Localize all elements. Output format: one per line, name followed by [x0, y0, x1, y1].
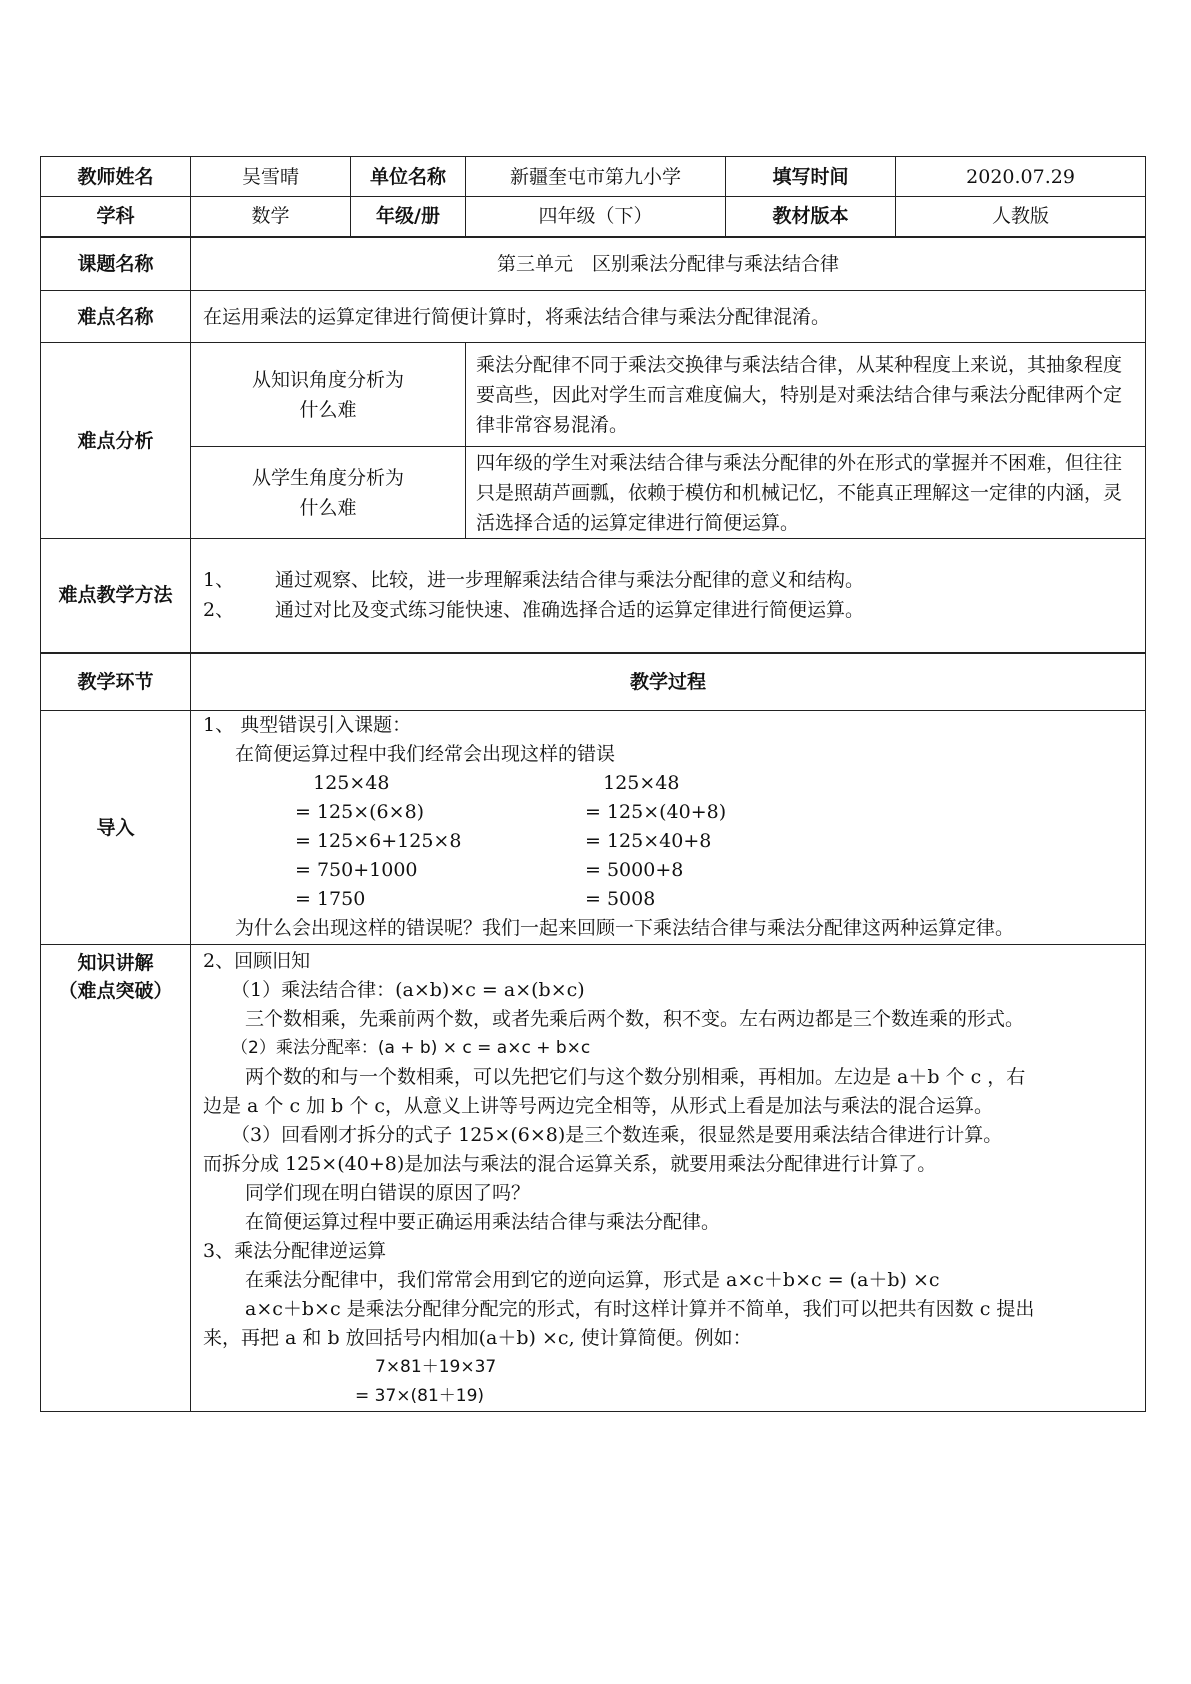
- student-angle-text: [466, 447, 1146, 539]
- method-row: [41, 539, 1146, 653]
- unit-label: 单位名称: [351, 157, 466, 197]
- intro-sub: 在简便运算过程中我们经常会出现这样的错误: [235, 743, 616, 765]
- knowledge-line: 三个数相乘，先乘前两个数，或者先乘后两个数，积不变。左右两边都是三个数连乘的形式。: [245, 1008, 1025, 1030]
- knowledge-line: 来，再把 a 和 b 放回括号内相加(a＋b) ×c, 使计算简便。例如：: [203, 1327, 752, 1349]
- calc-line: = 5000+8: [585, 859, 684, 881]
- student-text-line: 活选择合适的运算定律进行简便运算。: [476, 511, 800, 534]
- process-header-right: 教学过程: [191, 653, 1146, 711]
- knowledge-line: 3、乘法分配律逆运算: [203, 1240, 387, 1262]
- calc-line: = 125×(40+8): [585, 801, 727, 823]
- student-text-line: 四年级的学生对乘法结合律与乘法分配律的外在形式的掌握并不困难，但往往: [476, 451, 1123, 474]
- calc-line: = 125×40+8: [585, 830, 712, 852]
- header-row-2: [41, 197, 1146, 237]
- calc-line: = 125×(6×8): [295, 801, 425, 823]
- calc-line: = 750+1000: [295, 859, 418, 881]
- method-item-text: 通过观察、比较，进一步理解乘法结合律与乘法分配律的意义和结构。: [275, 569, 865, 592]
- grade-label: 年级/册: [351, 197, 466, 237]
- knowledge-line: 而拆分成 125×(40+8)是加法与乘法的混合运算关系，就要用乘法分配律进行计算了。: [203, 1153, 937, 1175]
- wrong-calc-left: [295, 769, 585, 914]
- knowledge-content: [191, 945, 1146, 1412]
- student-angle-label-line: 从学生角度分析为: [252, 466, 405, 489]
- intro-row: [41, 711, 1146, 945]
- date-label: 填写时间: [726, 157, 896, 197]
- edition-label: 教材版本: [726, 197, 896, 237]
- date-value: 2020.07.29: [896, 157, 1146, 197]
- student-angle-label-line: 什么难: [299, 496, 357, 519]
- method-item: [203, 595, 1135, 625]
- method-label: 难点教学方法: [41, 539, 191, 653]
- knowledge-line: 2、回顾旧知: [203, 950, 311, 972]
- knowledge-row: [41, 945, 1146, 1412]
- knowledge-angle-label-line: 从知识角度分析为: [252, 368, 405, 391]
- knowledge-line: 在简便运算过程中要正确运用乘法结合律与乘法分配律。: [245, 1211, 721, 1233]
- teacher-label: 教师姓名: [41, 157, 191, 197]
- edition-value: 人教版: [896, 197, 1146, 237]
- knowledge-label-line: 知识讲解: [77, 952, 154, 974]
- knowledge-text-line: 乘法分配律不同于乘法交换律与乘法结合律，从某种程度上来说，其抽象程度: [476, 353, 1123, 376]
- calc-line: = 125×6+125×8: [295, 830, 462, 852]
- knowledge-line: a×c＋b×c 是乘法分配律分配完的形式，有时这样计算并不简单，我们可以把共有因数 c 提出: [245, 1298, 1035, 1320]
- header-row-1: [41, 157, 1146, 197]
- analysis-row-knowledge: [41, 343, 1146, 447]
- intro-content: [191, 711, 1146, 945]
- calc-line: = 5008: [585, 888, 656, 910]
- knowledge-text-line: 要高些，因此对学生而言难度偏大，特别是对乘法结合律与乘法分配律两个定: [476, 383, 1123, 406]
- difficulty-row: [41, 291, 1146, 343]
- calc-line: = 1750: [295, 888, 366, 910]
- difficulty-label: 难点名称: [41, 291, 191, 343]
- analysis-row-student: [41, 447, 1146, 539]
- analysis-label: 难点分析: [41, 343, 191, 539]
- knowledge-label-line: （难点突破）: [58, 980, 173, 1002]
- knowledge-line: （3）回看刚才拆分的式子 125×(6×8)是三个数连乘，很显然是要用乘法结合律进行计算。: [231, 1124, 1003, 1146]
- knowledge-line: （1）乘法结合律：(a×b)×c = a×(b×c): [231, 979, 585, 1001]
- grade-value: 四年级（下）: [466, 197, 726, 237]
- subject-value: 数学: [191, 197, 351, 237]
- knowledge-line: 在乘法分配律中，我们常常会用到它的逆向运算，形式是 a×c＋b×c = (a＋b) ×c: [245, 1269, 940, 1291]
- difficulty-value: 在运用乘法的运算定律进行简便计算时，将乘法结合律与乘法分配律混淆。: [191, 291, 1146, 343]
- knowledge-angle-label-line: 什么难: [299, 398, 357, 421]
- intro-question: 为什么会出现这样的错误呢？我们一起来回顾一下乘法结合律与乘法分配律这两种运算定律。: [235, 917, 1015, 939]
- intro-label: 导入: [41, 711, 191, 945]
- student-text-line: 只是照葫芦画瓢，依赖于模仿和机械记忆，不能真正理解这一定律的内涵，灵: [476, 481, 1123, 504]
- knowledge-line: 同学们现在明白错误的原因了吗？: [245, 1182, 531, 1204]
- knowledge-line: = 37×(81＋19): [355, 1386, 485, 1406]
- knowledge-angle-text: [466, 343, 1146, 447]
- knowledge-line: 7×81＋19×37: [375, 1357, 497, 1377]
- lesson-plan-table: [40, 156, 1146, 1412]
- knowledge-text-line: 律非常容易混淆。: [476, 413, 629, 436]
- lesson-plan-page: [40, 156, 1145, 1412]
- method-item-number: 2、: [203, 599, 235, 622]
- method-item-text: 通过对比及变式练习能快速、准确选择合适的运算定律进行简便运算。: [275, 599, 865, 622]
- intro-calc: [203, 769, 1135, 914]
- knowledge-angle-label: [191, 343, 466, 447]
- knowledge-line: （2）乘法分配率：(a + b) × c = a×c + b×c: [231, 1038, 591, 1058]
- topic-value: 第三单元 区别乘法分配律与乘法结合律: [191, 237, 1146, 291]
- topic-row: [41, 237, 1146, 291]
- method-item-number: 1、: [203, 569, 235, 592]
- calc-line: 125×48: [585, 772, 680, 794]
- teacher-value: 吴雪晴: [191, 157, 351, 197]
- process-header-row: [41, 653, 1146, 711]
- knowledge-line: 边是 a 个 c 加 b 个 c，从意义上讲等号两边完全相等，从形式上看是加法与乘法的混合运算。: [203, 1095, 994, 1117]
- method-content: [191, 539, 1146, 653]
- unit-value: 新疆奎屯市第九小学: [466, 157, 726, 197]
- student-angle-label: [191, 447, 466, 539]
- topic-label: 课题名称: [41, 237, 191, 291]
- method-item: [203, 565, 1135, 595]
- knowledge-line: 两个数的和与一个数相乘，可以先把它们与这个数分别相乘，再相加。左边是 a＋b 个 c ，右: [245, 1066, 1026, 1088]
- calc-line: 125×48: [295, 772, 390, 794]
- knowledge-label: [41, 945, 191, 1412]
- process-header-left: 教学环节: [41, 653, 191, 711]
- subject-label: 学科: [41, 197, 191, 237]
- intro-title: 1、 典型错误引入课题：: [203, 714, 412, 736]
- wrong-calc-right: [585, 769, 875, 914]
